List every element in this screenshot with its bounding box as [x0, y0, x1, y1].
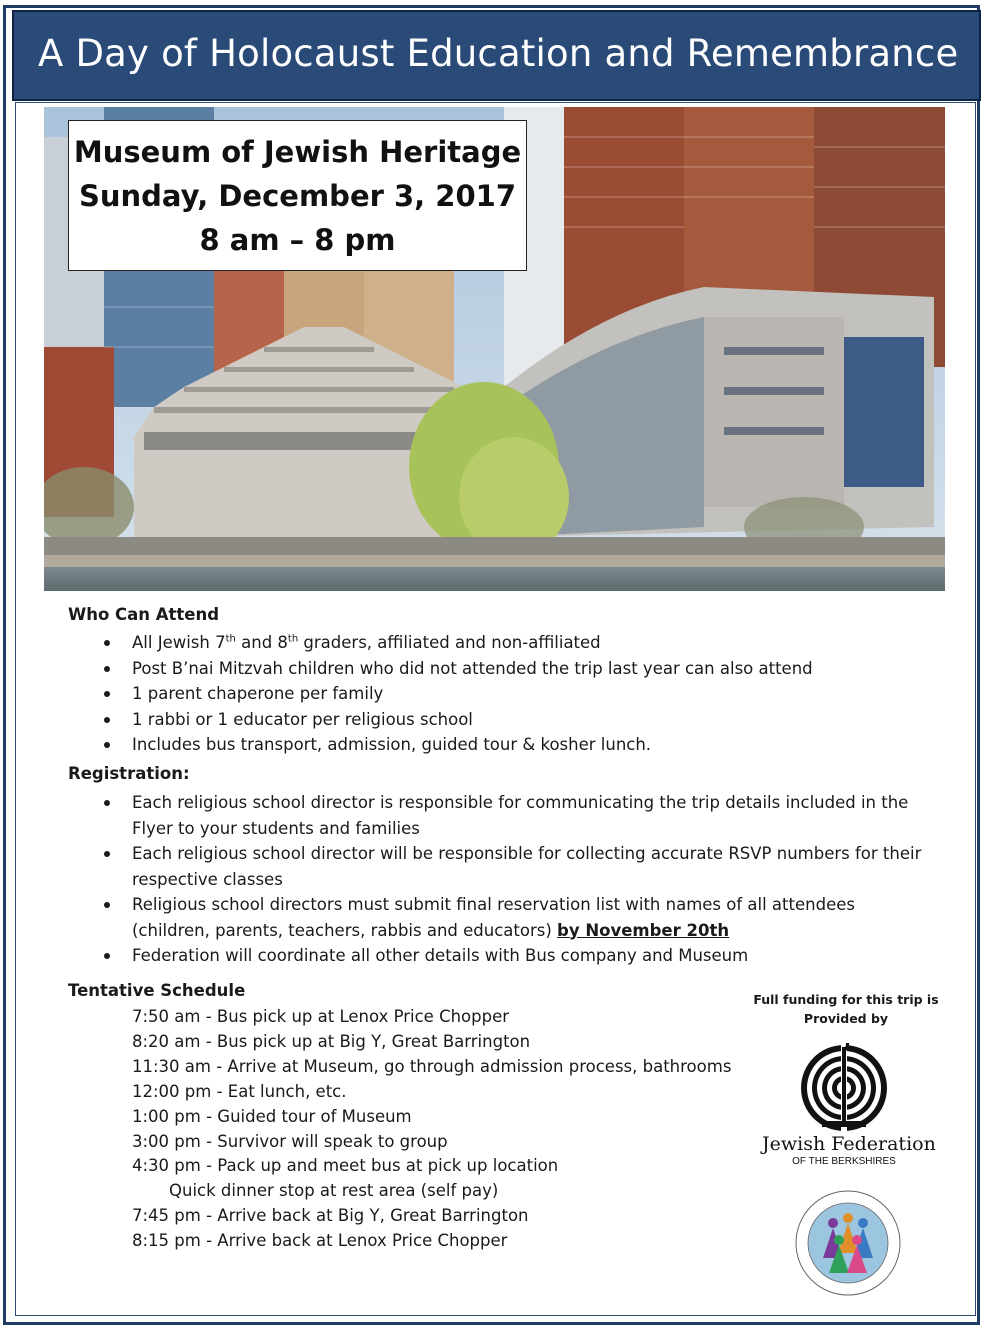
funding-note: Full funding for this trip is Provided by — [753, 992, 939, 1026]
menorah-icon — [762, 1043, 926, 1133]
page-title: A Day of Holocaust Education and Remembrance — [38, 32, 959, 75]
schedule-item: 8:15 pm - Arrive back at Lenox Price Chopper — [132, 1231, 508, 1251]
schedule-item: 1:00 pm - Guided tour of Museum — [132, 1106, 412, 1126]
list-item: 1 rabbi or 1 educator per religious school — [104, 707, 813, 733]
schedule-item: 3:00 pm - Survivor will speak to group — [132, 1131, 448, 1151]
jewish-federation-logo — [762, 1043, 936, 1168]
list-item: Includes bus transport, admission, guided tour & kosher lunch. — [104, 732, 813, 758]
schedule-list — [132, 1005, 731, 1254]
deadline-text: by November 20th — [557, 920, 730, 940]
federation-name: Jewish Federation — [762, 1133, 936, 1155]
list-item: Each religious school director will be responsible for collecting accurate RSVP numbers for their respective classes — [104, 841, 921, 892]
schedule-item: 7:45 pm - Arrive back at Big Y, Great Barrington — [132, 1206, 529, 1226]
schedule-item: 4:30 pm - Pack up and meet bus at pick up location — [132, 1156, 559, 1176]
registration-list — [104, 790, 921, 969]
event-venue: Museum of Jewish Heritage — [73, 135, 522, 169]
registration-heading: Registration: — [68, 764, 190, 783]
womens-foundation-logo — [793, 1188, 903, 1298]
who-can-attend-list — [104, 630, 813, 758]
list-item: Post B’nai Mitzvah children who did not attended the trip last year can also attend — [104, 656, 813, 682]
list-item: Religious school directors must submit final reservation list with names of all attendees (children, parents, teachers, rabbis and educators) by November 20th — [104, 892, 921, 943]
schedule-item: 11:30 am - Arrive at Museum, go through admission process, bathrooms — [132, 1056, 732, 1076]
list-item: 1 parent chaperone per family — [104, 681, 813, 707]
federation-subtitle: OF THE BERKSHIRES — [792, 1156, 896, 1167]
schedule-item: 8:20 am - Bus pick up at Big Y, Great Barrington — [132, 1031, 531, 1051]
event-time: 8 am – 8 pm — [199, 223, 396, 257]
list-item: All Jewish 7th and 8th graders, affiliated and non-affiliated — [104, 630, 813, 656]
header-banner — [12, 10, 981, 101]
list-item: Each religious school director is responsible for communicating the trip details included in the Flyer to your students and families — [104, 790, 921, 841]
schedule-item: 12:00 pm - Eat lunch, etc. — [132, 1081, 347, 1101]
schedule-heading: Tentative Schedule — [68, 981, 246, 1000]
women-circle-icon — [793, 1188, 903, 1298]
schedule-item: Quick dinner stop at rest area (self pay) — [169, 1181, 499, 1201]
event-date: Sunday, December 3, 2017 — [78, 179, 517, 213]
who-can-attend-heading: Who Can Attend — [68, 605, 220, 624]
list-item: Federation will coordinate all other details with Bus company and Museum — [104, 943, 921, 969]
schedule-item: 7:50 am - Bus pick up at Lenox Price Chopper — [132, 1007, 510, 1026]
event-info-box — [68, 120, 527, 271]
